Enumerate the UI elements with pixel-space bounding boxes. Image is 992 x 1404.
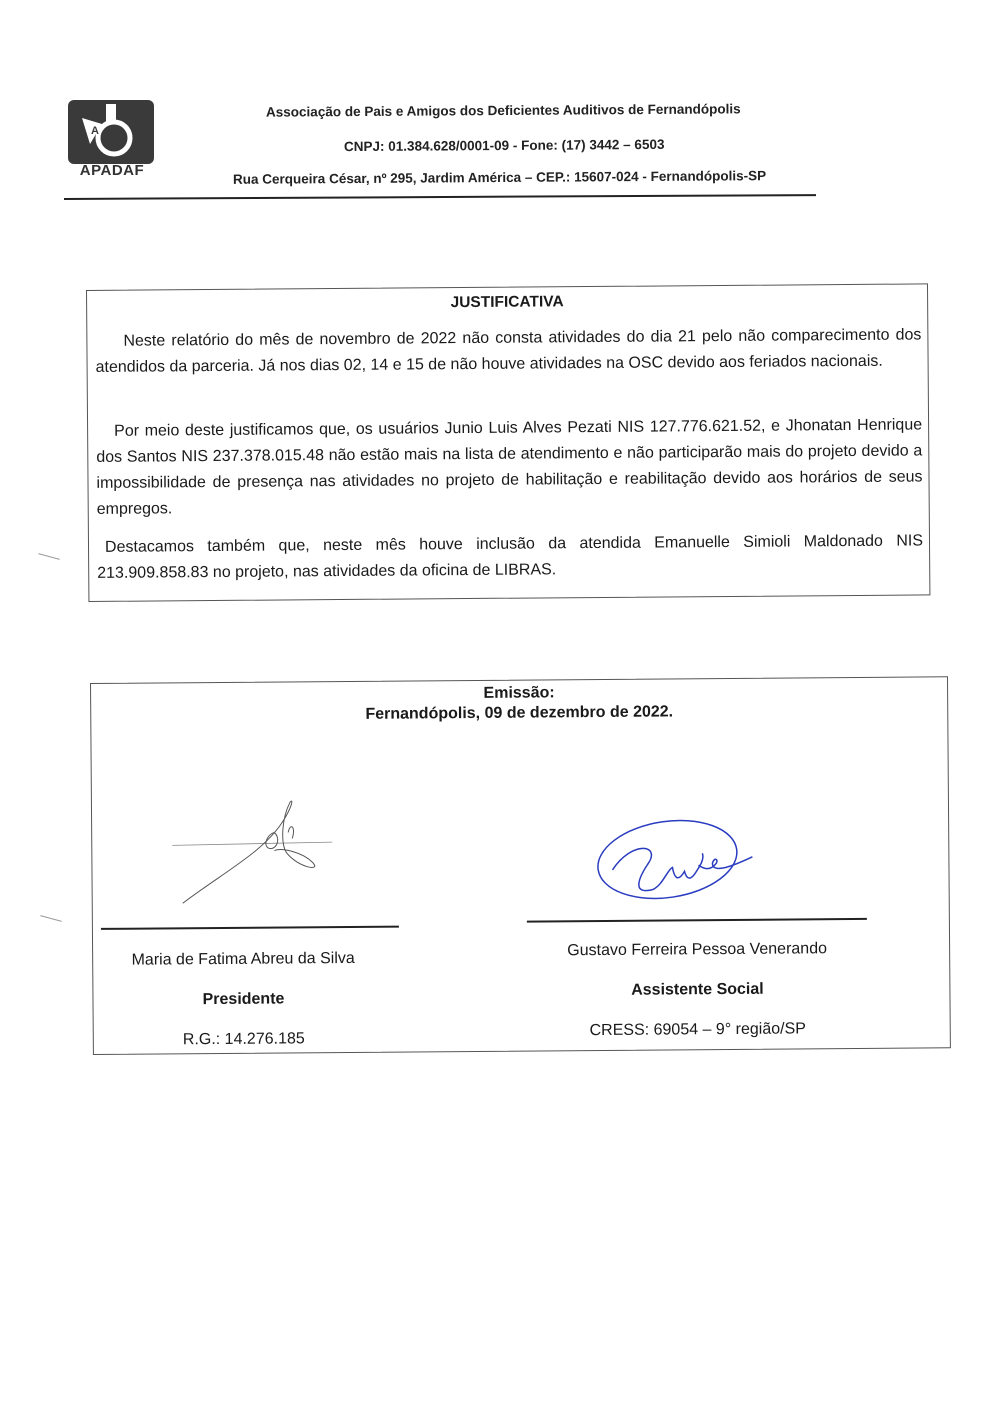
social-worker-signature — [592, 809, 763, 910]
cnpj-phone: CNPJ: 01.384.628/0001-09 - Fone: (17) 3442 – 6503 — [343, 136, 665, 155]
apadaf-logo — [66, 100, 158, 188]
signatory-id: R.G.: 14.276.185 — [182, 1030, 305, 1049]
signature-line-left — [101, 926, 399, 930]
logo-emblem — [68, 100, 154, 164]
address: Rua Cerqueira César, nº 295, Jardim América – CEP.: 15607-024 - Fernandópolis-SP — [232, 168, 767, 187]
justificativa-paragraph-3 — [97, 528, 923, 586]
signatory-id: CRESS: 69054 – 9° região/SP — [589, 1020, 806, 1040]
svg-text:A: A — [91, 125, 99, 137]
signatory-name: Maria de Fatima Abreu da Silva — [131, 949, 355, 969]
emission-signature-box — [90, 676, 951, 1055]
scan-mark — [38, 553, 60, 560]
emission-place-date: Fernandópolis, 09 de dezembro de 2022. — [365, 703, 674, 723]
justificativa-paragraph-1 — [95, 322, 921, 380]
justificativa-title: JUSTIFICATIVA — [450, 293, 564, 312]
signatory-name: Gustavo Ferreira Pessoa Venerando — [567, 940, 828, 960]
header-divider — [64, 194, 816, 199]
signature-line-right — [527, 918, 867, 922]
justificativa-box — [86, 283, 930, 602]
ear-symbol-icon — [68, 100, 154, 164]
emission-label: Emissão: — [483, 684, 555, 702]
paragraph-text: Por meio deste justificamos que, os usuários Junio Luis Alves Pezati NIS 127.776.621.52, e Jhonatan Henrique dos Santos NIS 237.378.015.48 não estão mais na lista de atendimento e não participarão mais do projeto devido a impossibilidade de presença nas atividades no projeto de habilitação e reabilitação devido aos horários de seus empregos. — [96, 416, 923, 518]
justificativa-paragraph-2 — [96, 412, 923, 522]
scan-mark — [40, 915, 62, 922]
paragraph-text: Neste relatório do mês de novembro de 2022 não consta atividades do dia 21 pelo não comparecimento dos atendidos da parceria. Já nos dias 02, 14 e 15 de não houve atividades na OSC devido aos feriados nacionais. — [95, 326, 922, 376]
president-signature — [162, 792, 363, 914]
signatory-role: Assistente Social — [631, 980, 764, 999]
signatory-role: Presidente — [202, 990, 285, 1009]
logo-text: APADAF — [79, 162, 145, 179]
organization-name: Associação de Pais e Amigos dos Deficientes Auditivos de Fernandópolis — [265, 101, 741, 120]
paragraph-text: Destacamos também que, neste mês houve inclusão da atendida Emanuelle Simioli Maldonado NIS 213.909.858.83 no projeto, nas atividades da oficina de LIBRAS. — [97, 532, 924, 582]
